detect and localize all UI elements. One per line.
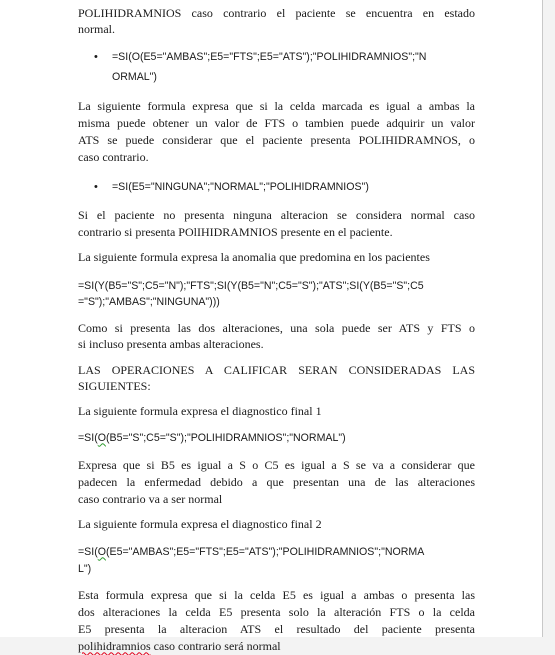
paragraph-13-line-4-rest: caso contrario será normal (150, 638, 281, 653)
paragraph-13-misspelled-word: polihidramnios (78, 638, 151, 653)
formula-final-diagnosis-2 (78, 544, 475, 578)
formula-final-diagnosis-1-rest: (B5="S";C5="S");"POLIHIDRAMNIOS";"NORMAL") (105, 431, 346, 444)
paragraph-8 (78, 404, 475, 420)
bullet-formula-1-line-2: ORMAL") (112, 71, 157, 83)
paragraph-1-line-1: POLIHIDRAMNIOS caso contrario el paciente se encuentra en estado (78, 6, 475, 20)
paragraph-6 (78, 320, 475, 352)
paragraph-3-line-1: Si el paciente no presenta ninguna alteracion se considera normal caso (78, 207, 475, 222)
paragraph-8-line-1: La siguiente formula expresa el diagnostico final 1 (78, 404, 322, 418)
paragraph-4 (78, 250, 475, 266)
paragraph-6-line-1: Como si presenta las dos alteraciones, una sola puede ser ATS y FTS o (78, 321, 475, 335)
formula-predominant-anomaly-line-1: =SI(Y(B5="S";C5="N");"FTS";SI(Y(B5="N";C5="S");"ATS";SI(Y(B5="S";C5 (78, 280, 424, 292)
paragraph-10-line-1: Expresa que si B5 es igual a S o C5 es igual a S se va a considerar que (78, 458, 475, 472)
section-heading (78, 362, 475, 394)
formula-predominant-anomaly (78, 278, 475, 310)
paragraph-4-line-1: La siguiente formula expresa la anomalia que predomina en los pacientes (78, 249, 430, 264)
bullet-formula-1-line-1: =SI(O(E5="AMBAS";E5="FTS";E5="ATS");"POLIHIDRAMNIOS";"N (112, 51, 427, 63)
paragraph-6-line-2: si incluso presenta ambas alteraciones. (78, 337, 264, 351)
formula-final-diagnosis-2-line-1 (78, 544, 475, 561)
window-edge (543, 0, 555, 637)
paragraph-10-line-3: caso contrario va a ser normal (78, 492, 223, 506)
paragraph-10-line-2: padecen la enfermedad debido a que presentan una de las alteraciones (78, 475, 475, 489)
formula-final-diagnosis-1-prefix: =SI( (78, 431, 98, 444)
paragraph-1 (78, 6, 475, 37)
section-heading-line-1: LAS OPERACIONES A CALIFICAR SERAN CONSIDERADAS LAS (78, 363, 475, 377)
paragraph-11-line-1: La siguiente formula expresa el diagnostico final 2 (78, 517, 322, 531)
paragraph-2-line-1: La siguiente formula expresa que si la celda marcada es igual a ambas la (78, 99, 475, 113)
formula-final-diagnosis-2-rest: (E5="AMBAS";E5="FTS";E5="ATS");"POLIHIDRAMNIOS";"NORMA (105, 545, 425, 558)
bullet-dot: • (94, 51, 98, 63)
bullet-formula-2-line-1: =SI(E5="NINGUNA";"NORMAL";"POLIHIDRAMNIOS") (112, 181, 369, 193)
section-heading-line-2: SIGUIENTES: (78, 379, 151, 393)
paragraph-13 (78, 587, 475, 655)
paragraph-2-line-2: misma puede obtener un valor de FTS o tambien puede adquirir un valor (78, 116, 475, 130)
formula-final-diagnosis-2-prefix: =SI( (78, 545, 98, 558)
paragraph-13-line-4 (78, 638, 475, 655)
paragraph-3 (78, 207, 475, 241)
paragraph-2-line-4: caso contrario. (78, 150, 149, 164)
paragraph-13-line-2: dos alteraciones la celda E5 presenta solo la alteración FTS o la celda (78, 604, 475, 619)
bullet-dot: • (94, 181, 98, 193)
formula-final-diagnosis-1-flagged: O (97, 431, 106, 444)
paragraph-3-line-2: contrario si presenta POlIHIDRAMNIOS presente en el paciente. (78, 224, 393, 239)
paragraph-1-line-2: normal. (78, 21, 115, 36)
paragraph-2 (78, 98, 475, 166)
document-body (78, 6, 475, 655)
paragraph-10 (78, 457, 475, 508)
formula-final-diagnosis-1 (78, 431, 475, 447)
formula-final-diagnosis-2-line-2: L") (78, 562, 92, 575)
formula-final-diagnosis-2-flagged: O (97, 545, 106, 558)
bullet-formula-2 (78, 180, 475, 196)
paragraph-13-line-1: Esta formula expresa que si la celda E5 es igual a ambas o presenta las (78, 587, 475, 602)
bullet-formula-1 (78, 47, 475, 87)
paragraph-11 (78, 517, 475, 533)
formula-predominant-anomaly-line-2: ="S");"AMBAS";"NINGUNA"))) (78, 296, 220, 308)
paragraph-2-line-3: ATS se puede considerar que el paciente presenta POLIHIDRAMNOS, o (78, 133, 475, 147)
paragraph-13-line-3: E5 presenta la alteracion ATS el resultado del paciente presenta (78, 621, 475, 636)
